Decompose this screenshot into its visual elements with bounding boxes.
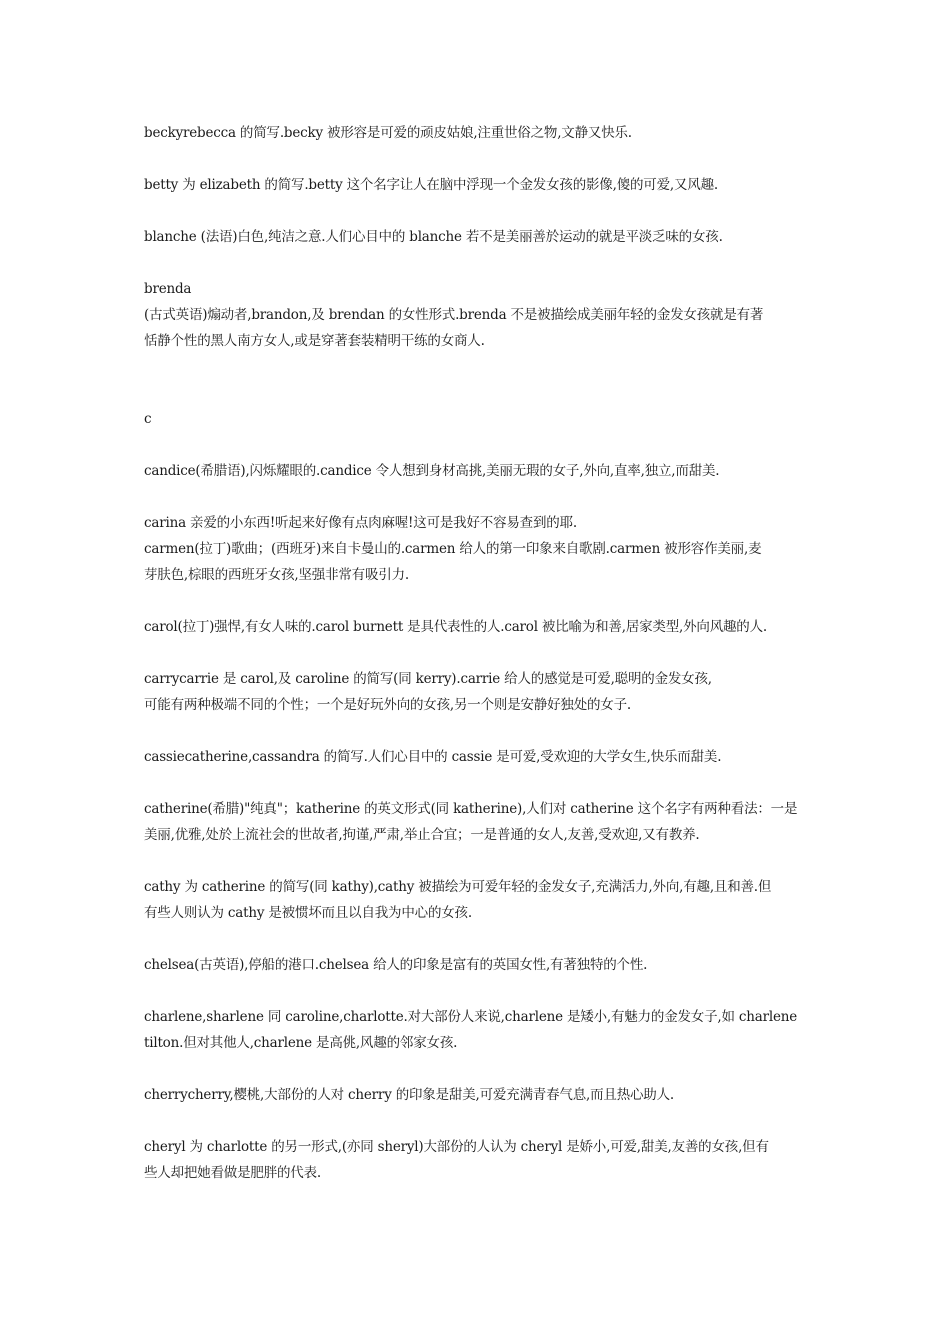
- entry-text: charlene,sharlene 同 caroline,charlotte.对大部份人来说,charlene 是矮小,有魅力的金发女子,如 charlene: [144, 1009, 798, 1025]
- entry-text: 芽肤色,棕眼的西班牙女孩,坚强非常有吸引力.: [144, 567, 409, 583]
- entry-text: tilton.但对其他人,charlene 是高佻,风趣的邻家女孩.: [144, 1035, 458, 1051]
- entry-cheryl: [144, 1134, 814, 1186]
- entry-carina: [144, 510, 814, 536]
- entry-text: candice(希腊语),闪烁耀眼的.candice 令人想到身材高挑,美丽无瑕的女子,外向,直率,独立,而甜美.: [144, 463, 720, 479]
- entry-text: carmen(拉丁)歌曲；(西班牙)来自卡曼山的.carmen 给人的第一印象来自歌剧.carmen 被形容作美丽,麦: [144, 541, 762, 557]
- entry-brenda: [144, 276, 814, 354]
- section-heading: c: [144, 411, 152, 427]
- entry-becky: [144, 120, 814, 146]
- entry-text: 些人却把她看做是肥胖的代表.: [144, 1165, 321, 1181]
- entry-carrie: [144, 666, 814, 718]
- entry-text: blanche (法语)白色,纯洁之意.人们心目中的 blanche 若不是美丽善於运动的就是平淡乏味的女孩.: [144, 229, 723, 245]
- entry-text: 美丽,优雅,处於上流社会的世故者,拘谨,严肃,举止合宜；一是普通的女人,友善,受欢迎,又有教养.: [144, 827, 700, 843]
- entry-text: carol(拉丁)强悍,有女人味的.carol burnett 是具代表性的人.carol 被比喻为和善,居家类型,外向风趣的人.: [144, 619, 768, 635]
- entry-text: carina 亲爱的小东西!听起来好像有点肉麻喔!这可是我好不容易查到的耶.: [144, 515, 577, 531]
- entry-charlene: [144, 1004, 814, 1056]
- entry-candice: [144, 458, 814, 484]
- entry-heading: brenda: [144, 281, 192, 297]
- entry-cathy: [144, 874, 814, 926]
- entry-text: 有些人则认为 cathy 是被惯坏而且以自我为中心的女孩.: [144, 905, 472, 921]
- entry-text: carrycarrie 是 carol,及 caroline 的简写(同 kerry).carrie 给人的感觉是可爱,聪明的金发女孩,: [144, 671, 712, 687]
- entry-carmen: [144, 536, 814, 588]
- entry-text: cherrycherry,樱桃,大部份的人对 cherry 的印象是甜美,可爱充满青春气息,而且热心助人.: [144, 1087, 674, 1103]
- entry-text: beckyrebecca 的简写.becky 被形容是可爱的顽皮姑娘,注重世俗之物,文静又快乐.: [144, 125, 632, 141]
- document-body: [144, 120, 814, 1212]
- entry-cherry: [144, 1082, 814, 1108]
- entry-betty: [144, 172, 814, 198]
- entry-carol: [144, 614, 814, 640]
- entry-text: cassiecatherine,cassandra 的简写.人们心目中的 cassie 是可爱,受欢迎的大学女生,快乐而甜美.: [144, 749, 722, 765]
- entry-cassie: [144, 744, 814, 770]
- entry-text: chelsea(古英语),停船的港口.chelsea 给人的印象是富有的英国女性,有著独特的个性.: [144, 957, 648, 973]
- entry-text: catherine(希腊)"纯真"；katherine 的英文形式(同 katherine),人们对 catherine 这个名字有两种看法：一是: [144, 801, 798, 817]
- entry-text: 可能有两种极端不同的个性；一个是好玩外向的女孩,另一个则是安静好独处的女子.: [144, 697, 631, 713]
- entry-text: cathy 为 catherine 的简写(同 kathy),cathy 被描绘为可爱年轻的金发女子,充满活力,外向,有趣,且和善.但: [144, 879, 772, 895]
- entry-blanche: [144, 224, 814, 250]
- entry-text: (古式英语)煽动者,brandon,及 brendan 的女性形式.brenda 不是被描绘成美丽年轻的金发女孩就是有著: [144, 307, 764, 323]
- section-letter-c: [144, 406, 814, 432]
- entry-chelsea: [144, 952, 814, 978]
- entry-text: cheryl 为 charlotte 的另一形式,(亦同 sheryl)大部份的人认为 cheryl 是娇小,可爱,甜美,友善的女孩,但有: [144, 1139, 769, 1155]
- entry-text: betty 为 elizabeth 的简写.betty 这个名字让人在脑中浮现一个金发女孩的影像,傻的可爱,又风趣.: [144, 177, 718, 193]
- entry-text: 恬静个性的黑人南方女人,或是穿著套装精明干练的女商人.: [144, 333, 485, 349]
- entry-catherine: [144, 796, 814, 848]
